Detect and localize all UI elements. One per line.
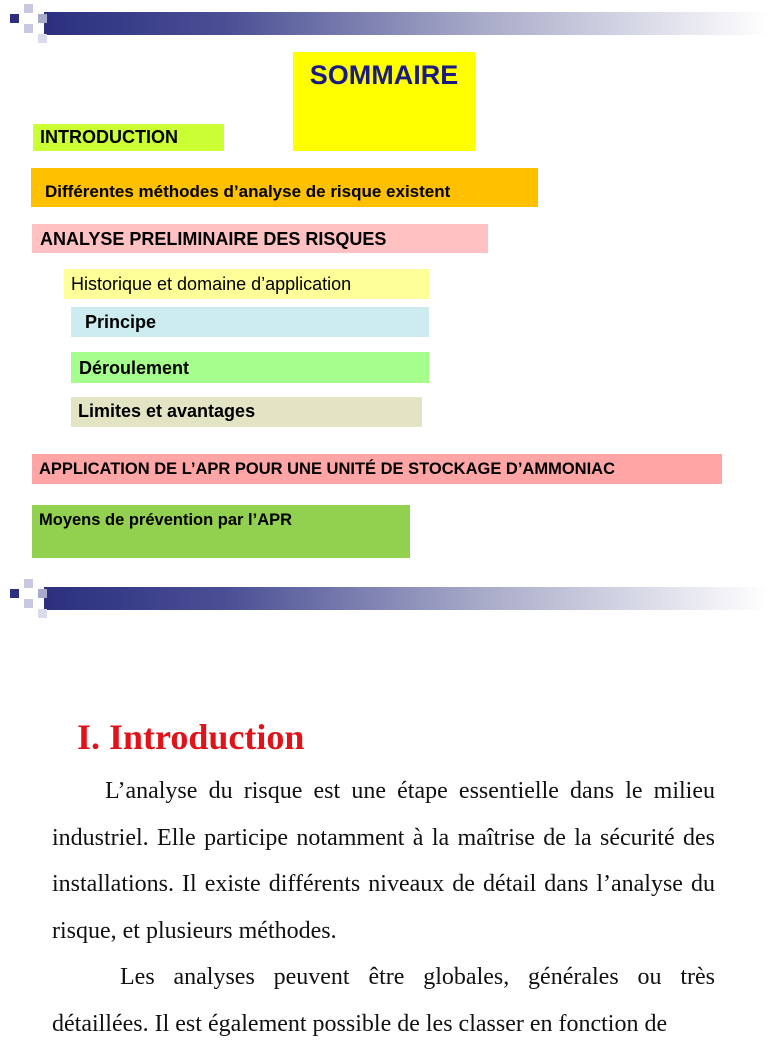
slide-title (293, 52, 475, 151)
bottom-decorative-band (0, 575, 768, 623)
toc-label: Moyens de prévention par l’APR (39, 511, 293, 529)
band-square (24, 24, 33, 33)
toc-label: Limites et avantages (78, 401, 256, 421)
toc-item-apr-header (32, 224, 488, 253)
toc-label: Déroulement (79, 358, 190, 378)
toc-item-deroulement (71, 352, 429, 383)
slide-title-text: SOMMAIRE (309, 60, 459, 90)
band-square (38, 589, 47, 598)
toc-label: INTRODUCTION (40, 127, 178, 147)
toc-label: APPLICATION DE L’APR POUR UNE UNITÉ DE STOCKAGE D’AMMONIAC (39, 460, 616, 478)
band-square (38, 609, 47, 618)
toc-label: Historique et domaine d’application (71, 274, 352, 294)
paragraph: Les analyses peuvent être globales, générales ou très détaillées. Il est également possible de les classer en fonction de (52, 964, 715, 1037)
gradient-bar (44, 587, 768, 610)
band-square (24, 579, 33, 588)
band-square (24, 599, 33, 608)
top-decorative-band (0, 0, 768, 48)
band-square (10, 589, 19, 598)
toc-label: Principe (85, 312, 157, 332)
toc-item-application (32, 454, 722, 484)
band-square (38, 34, 47, 43)
toc-item-methodes (31, 168, 538, 207)
section-heading: I. Introduction (77, 717, 305, 757)
gradient-bar (44, 12, 768, 35)
toc-item-historique (64, 269, 429, 299)
toc-label: ANALYSE PRELIMINAIRE DES RISQUES (40, 229, 387, 249)
band-square (38, 14, 47, 23)
toc-label: Différentes méthodes d’analyse de risque existent (45, 182, 451, 201)
toc-item-moyens (32, 505, 410, 558)
band-square (10, 14, 19, 23)
toc-item-introduction (33, 124, 224, 151)
paragraph: L’analyse du risque est une étape essentielle dans le milieu industriel. Elle participe notamment à la maîtrise de la sécurité des installations. Il existe différents niveaux de détail dans l’analyse du risque, et plusieurs méthodes. (52, 778, 715, 944)
toc-item-limites (71, 397, 422, 427)
band-square (24, 4, 33, 13)
toc-item-principe (71, 307, 429, 337)
